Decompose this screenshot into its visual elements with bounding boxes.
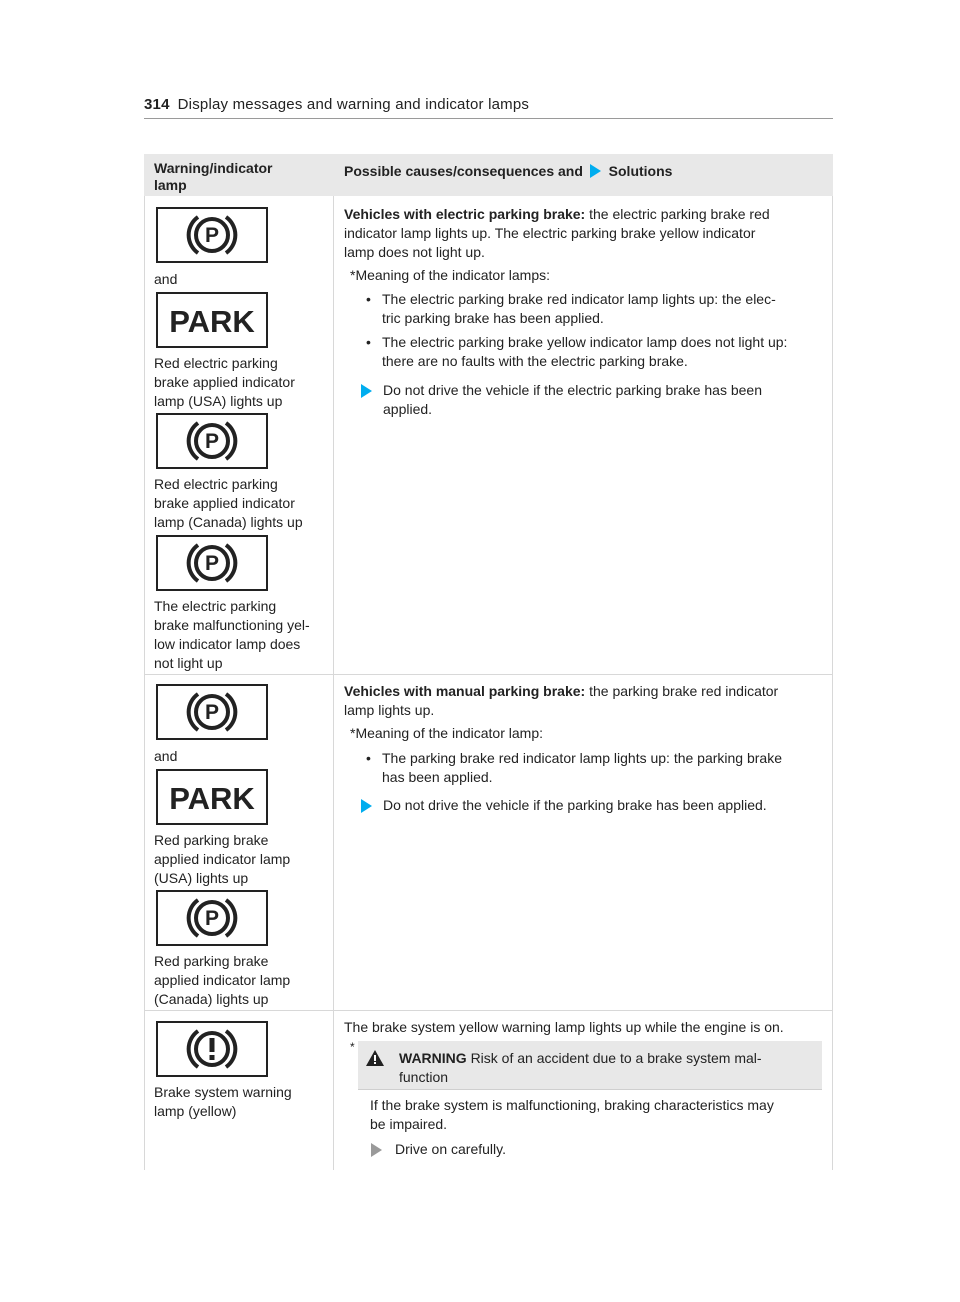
arrow-right-icon [361,799,372,813]
lamp-label-usa: Red electric parking brake applied indicator lamp (USA) lights up [154,355,295,409]
arrow-right-icon [361,384,372,398]
svg-text:P: P [204,224,220,247]
row2-meaning: *Meaning of the indicator lamp: [350,725,543,741]
svg-text:PARK: PARK [169,781,255,816]
and-label: and [154,271,178,287]
header-rule [144,118,833,119]
table-border-left [144,196,145,1170]
col1-header: Warning/indicator lamp [154,160,273,193]
col2-header: Possible causes/consequences and Solutions [344,163,673,179]
warning-body: If the brake system is malfunctioning, braking characteristics may be impaired. [370,1097,774,1132]
row2-action: Do not drive the vehicle if the parking brake has been applied. [383,797,767,813]
page-number: 314 [144,96,170,113]
footnote-star: * [350,1040,355,1054]
row3-intro: The brake system yellow warning lamp lights up while the engine is on. [344,1019,784,1035]
row2-description: Vehicles with manual parking brake: the parking brake red indicator lamp lights up. [344,683,779,718]
row1-action: Do not drive the vehicle if the electric parking brake has been applied. [383,382,762,417]
svg-text:P: P [204,907,220,930]
table-border-right [832,196,833,1170]
row-divider-1 [144,674,833,675]
parking-brake-icon [156,413,268,469]
lamp-label-canada: Red parking brake applied indicator lamp (Canada) lights up [154,953,291,1007]
warning-triangle-icon [366,1050,384,1071]
parking-brake-icon [156,207,268,263]
lamp-label-yellow: The electric parking brake malfunctioning yel- low indicator lamp does not light up [154,598,310,671]
column-divider [333,196,334,1170]
warning-separator [358,1089,822,1090]
parking-brake-icon [156,890,268,946]
svg-text:P: P [204,552,220,575]
and-label: and [154,748,178,764]
brake-warning-icon [156,1021,268,1077]
lamp-label-brake-system: Brake system warning lamp (yellow) [154,1084,292,1119]
page-header [144,96,529,113]
row-divider-2 [144,1010,833,1011]
arrow-right-icon [590,164,601,178]
row1-description: Vehicles with electric parking brake: the electric parking brake red indicator lamp lights up. The electric parking brake yellow indicator lamp does not light up. [344,206,770,260]
parking-brake-icon [156,684,268,740]
arrow-right-icon [371,1143,382,1157]
lamp-label-usa: Red parking brake applied indicator lamp (USA) lights up [154,832,291,886]
lamp-label-canada: Red electric parking brake applied indicator lamp (Canada) lights up [154,476,303,530]
page-title: Display messages and warning and indicator lamps [177,96,530,113]
row1-meaning: *Meaning of the indicator lamps: [350,267,550,283]
park-text-icon [156,769,268,825]
table-header [144,154,833,196]
parking-brake-icon [156,535,268,591]
svg-text:P: P [204,701,220,724]
svg-text:P: P [204,430,220,453]
warning-text-cont: function [399,1069,449,1085]
park-text-icon [156,292,268,348]
warning-text: WARNING Risk of an accident due to a brake system mal- [399,1050,762,1066]
svg-text:PARK: PARK [169,304,255,339]
warning-action: Drive on carefully. [395,1141,507,1157]
